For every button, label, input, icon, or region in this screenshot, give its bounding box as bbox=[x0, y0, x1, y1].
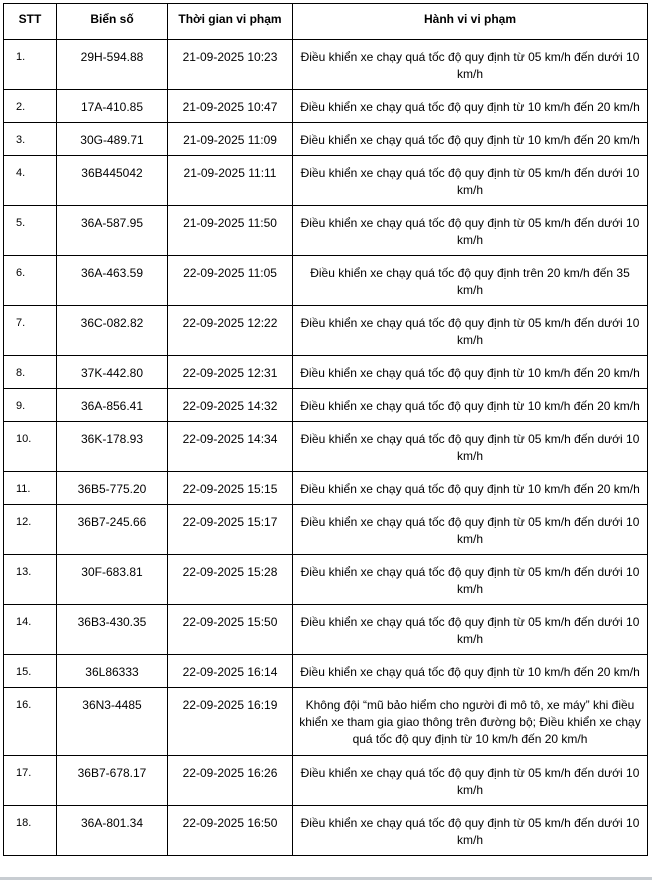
row-plate: 36A-801.34 bbox=[57, 806, 168, 856]
row-plate: 17A-410.85 bbox=[57, 90, 168, 123]
row-violation: Điều khiển xe chạy quá tốc độ quy định từ 05 km/h đến dưới 10 km/h bbox=[293, 306, 648, 356]
row-plate: 37K-442.80 bbox=[57, 356, 168, 389]
row-violation: Điều khiển xe chạy quá tốc độ quy định từ 05 km/h đến dưới 10 km/h bbox=[293, 555, 648, 605]
row-violation: Điều khiển xe chạy quá tốc độ quy định từ 05 km/h đến dưới 10 km/h bbox=[293, 422, 648, 472]
row-time: 22-09-2025 12:31 bbox=[168, 356, 293, 389]
row-stt: 17. bbox=[4, 756, 57, 806]
row-time: 21-09-2025 10:23 bbox=[168, 40, 293, 90]
row-violation: Điều khiển xe chạy quá tốc độ quy định từ 10 km/h đến 20 km/h bbox=[293, 90, 648, 123]
row-time: 22-09-2025 16:14 bbox=[168, 655, 293, 688]
table-row bbox=[4, 256, 648, 306]
row-violation: Điều khiển xe chạy quá tốc độ quy định từ 05 km/h đến dưới 10 km/h bbox=[293, 605, 648, 655]
header-time: Thời gian vi phạm bbox=[168, 4, 293, 40]
table-row bbox=[4, 90, 648, 123]
table-row bbox=[4, 123, 648, 156]
table-header bbox=[4, 4, 648, 40]
row-time: 22-09-2025 16:19 bbox=[168, 688, 293, 756]
row-violation: Điều khiển xe chạy quá tốc độ quy định từ 05 km/h đến dưới 10 km/h bbox=[293, 756, 648, 806]
row-plate: 36B3-430.35 bbox=[57, 605, 168, 655]
header-violation: Hành vi vi phạm bbox=[293, 4, 648, 40]
row-violation: Điều khiển xe chạy quá tốc độ quy định từ 10 km/h đến 20 km/h bbox=[293, 655, 648, 688]
row-stt: 5. bbox=[4, 206, 57, 256]
row-violation: Điều khiển xe chạy quá tốc độ quy định từ 10 km/h đến 20 km/h bbox=[293, 389, 648, 422]
table-row bbox=[4, 306, 648, 356]
row-stt: 16. bbox=[4, 688, 57, 756]
table-row bbox=[4, 505, 648, 555]
table-row bbox=[4, 472, 648, 505]
row-time: 22-09-2025 15:15 bbox=[168, 472, 293, 505]
row-time: 22-09-2025 15:50 bbox=[168, 605, 293, 655]
row-violation: Điều khiển xe chạy quá tốc độ quy định từ 10 km/h đến 20 km/h bbox=[293, 472, 648, 505]
row-time: 22-09-2025 14:34 bbox=[168, 422, 293, 472]
row-violation: Điều khiển xe chạy quá tốc độ quy định từ 10 km/h đến 20 km/h bbox=[293, 356, 648, 389]
row-time: 22-09-2025 16:26 bbox=[168, 756, 293, 806]
row-violation: Điều khiển xe chạy quá tốc độ quy định từ 05 km/h đến dưới 10 km/h bbox=[293, 40, 648, 90]
row-violation: Điều khiển xe chạy quá tốc độ quy định từ 05 km/h đến dưới 10 km/h bbox=[293, 505, 648, 555]
header-stt: STT bbox=[4, 4, 57, 40]
row-stt: 4. bbox=[4, 156, 57, 206]
row-violation: Điều khiển xe chạy quá tốc độ quy định từ 05 km/h đến dưới 10 km/h bbox=[293, 156, 648, 206]
row-time: 21-09-2025 10:47 bbox=[168, 90, 293, 123]
row-plate: 36K-178.93 bbox=[57, 422, 168, 472]
row-violation: Điều khiển xe chạy quá tốc độ quy định từ 05 km/h đến dưới 10 km/h bbox=[293, 806, 648, 856]
row-time: 21-09-2025 11:50 bbox=[168, 206, 293, 256]
table-row bbox=[4, 555, 648, 605]
row-violation: Điều khiển xe chạy quá tốc độ quy định trên 20 km/h đến 35 km/h bbox=[293, 256, 648, 306]
table-row bbox=[4, 756, 648, 806]
row-stt: 1. bbox=[4, 40, 57, 90]
row-plate: 30G-489.71 bbox=[57, 123, 168, 156]
row-stt: 15. bbox=[4, 655, 57, 688]
table-row bbox=[4, 156, 648, 206]
row-plate: 36A-463.59 bbox=[57, 256, 168, 306]
row-time: 21-09-2025 11:11 bbox=[168, 156, 293, 206]
row-plate: 36B445042 bbox=[57, 156, 168, 206]
row-plate: 30F-683.81 bbox=[57, 555, 168, 605]
row-plate: 36N3-4485 bbox=[57, 688, 168, 756]
row-time: 21-09-2025 11:09 bbox=[168, 123, 293, 156]
row-stt: 18. bbox=[4, 806, 57, 856]
table-row bbox=[4, 389, 648, 422]
row-time: 22-09-2025 12:22 bbox=[168, 306, 293, 356]
table-row bbox=[4, 806, 648, 856]
row-stt: 2. bbox=[4, 90, 57, 123]
row-stt: 14. bbox=[4, 605, 57, 655]
table-row bbox=[4, 688, 648, 756]
row-stt: 11. bbox=[4, 472, 57, 505]
row-time: 22-09-2025 14:32 bbox=[168, 389, 293, 422]
row-stt: 10. bbox=[4, 422, 57, 472]
row-stt: 9. bbox=[4, 389, 57, 422]
row-plate: 36C-082.82 bbox=[57, 306, 168, 356]
row-stt: 3. bbox=[4, 123, 57, 156]
row-stt: 12. bbox=[4, 505, 57, 555]
row-plate: 36B7-678.17 bbox=[57, 756, 168, 806]
row-stt: 7. bbox=[4, 306, 57, 356]
row-plate: 29H-594.88 bbox=[57, 40, 168, 90]
row-plate: 36B7-245.66 bbox=[57, 505, 168, 555]
table-row bbox=[4, 40, 648, 90]
violations-table bbox=[3, 3, 648, 856]
table-row bbox=[4, 356, 648, 389]
table-row bbox=[4, 422, 648, 472]
table-row bbox=[4, 206, 648, 256]
row-time: 22-09-2025 15:28 bbox=[168, 555, 293, 605]
row-plate: 36L86333 bbox=[57, 655, 168, 688]
row-time: 22-09-2025 16:50 bbox=[168, 806, 293, 856]
row-stt: 8. bbox=[4, 356, 57, 389]
row-time: 22-09-2025 11:05 bbox=[168, 256, 293, 306]
row-plate: 36A-856.41 bbox=[57, 389, 168, 422]
row-violation: Điều khiển xe chạy quá tốc độ quy định từ 05 km/h đến dưới 10 km/h bbox=[293, 206, 648, 256]
row-violation: Không đội “mũ bảo hiểm cho người đi mô tô, xe máy” khi điều khiển xe tham gia giao thông trên đường bộ; Điều khiển xe chạy quá tốc độ quy định từ 10 km/h đến 20 km/h bbox=[293, 688, 648, 756]
header-plate: Biển số bbox=[57, 4, 168, 40]
row-stt: 6. bbox=[4, 256, 57, 306]
row-stt: 13. bbox=[4, 555, 57, 605]
table-row bbox=[4, 605, 648, 655]
row-time: 22-09-2025 15:17 bbox=[168, 505, 293, 555]
row-plate: 36A-587.95 bbox=[57, 206, 168, 256]
row-plate: 36B5-775.20 bbox=[57, 472, 168, 505]
table-row bbox=[4, 655, 648, 688]
row-violation: Điều khiển xe chạy quá tốc độ quy định từ 10 km/h đến 20 km/h bbox=[293, 123, 648, 156]
